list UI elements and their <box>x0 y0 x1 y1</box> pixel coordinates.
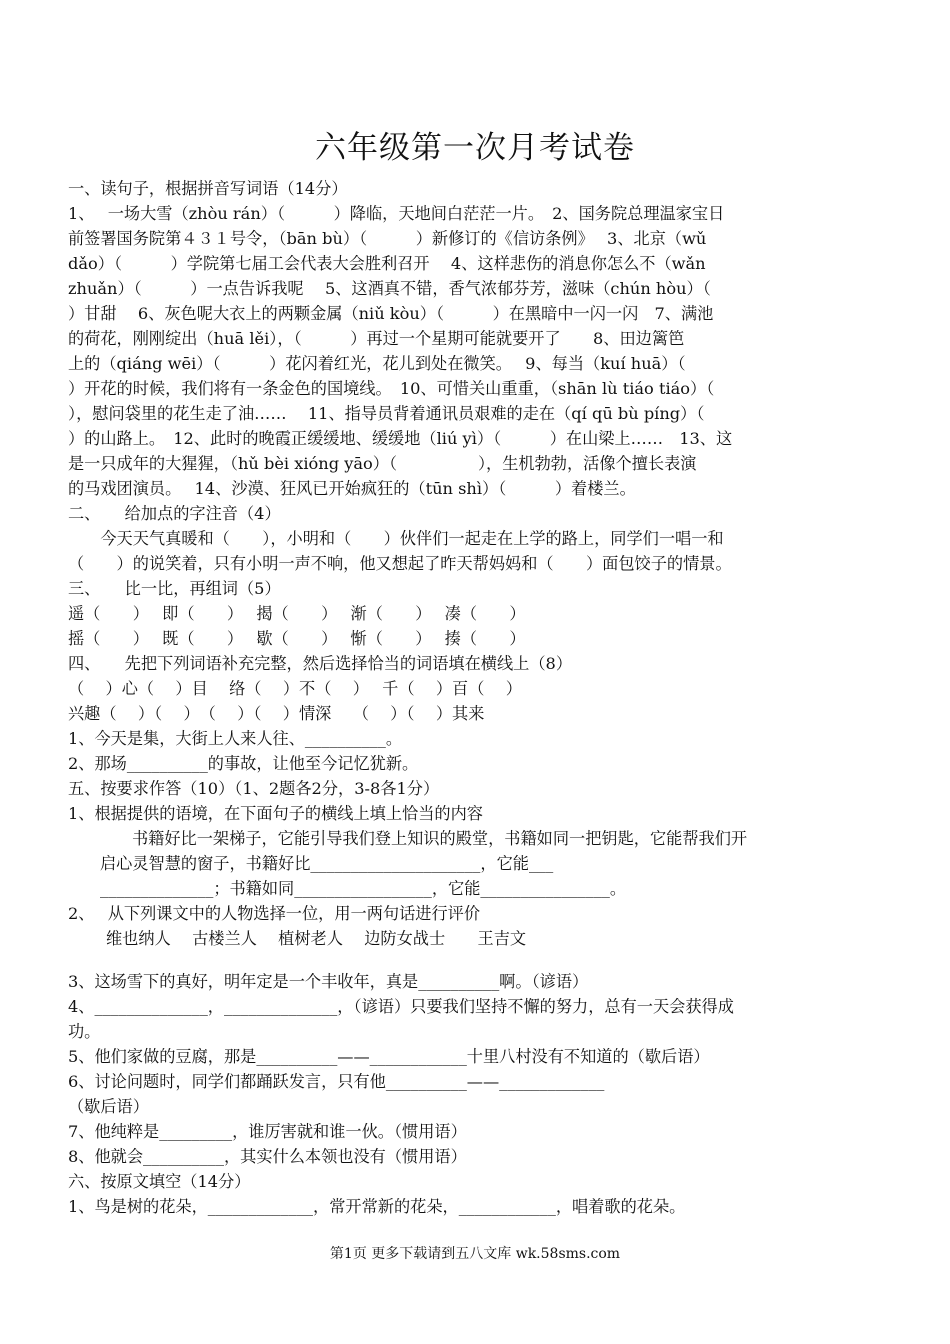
text-line: 3、这场雪下的真好，明年定是一个丰收年，真是__________啊。（谚语） <box>68 972 589 991</box>
text-line: 6、讨论问题时，同学们都踊跃发言，只有他__________——_____________ <box>68 1072 605 1091</box>
text-line: 的马戏团演员。 14、沙漠、狂风已开始疯狂的（tūn shì）（ ）着楼兰。 <box>68 479 636 498</box>
section-heading: 三、 比一比，再组词（5） <box>68 579 281 598</box>
text-line: 1、鸟是树的花朵，_____________，常开常新的花朵，____________，唱着歌的花朵。 <box>68 1197 686 1216</box>
text-line: 书籍好比一架梯子，它能引导我们登上知识的殿堂，书籍如同一把钥匙，它能帮我们开 <box>132 829 748 848</box>
spacer <box>68 951 884 969</box>
section-heading: 二、 给加点的字注音（4） <box>68 504 281 523</box>
text-line: 摇（ ） 既（ ） 歇（ ） 惭（ ） 揍（ ） <box>68 629 526 648</box>
section-heading: 四、 先把下列词语补充完整，然后选择恰当的词语填在横线上（8） <box>68 654 573 673</box>
page-footer: 第1页 更多下载请到五八文库 wk.58sms.com <box>329 1246 621 1262</box>
text-line: （ ）心（ ）目 络（ ）不（ ） 千（ ）百（ ） <box>68 679 522 698</box>
text-line: dǎo）（ ）学院第七届工会代表大会胜利召开 4、这样悲伤的消息你怎么不（wǎn <box>68 254 706 273</box>
text-line: 1、根据提供的语境，在下面句子的横线上填上恰当的内容 <box>68 804 483 823</box>
text-line: 上的（qiáng wēi）（ ）花闪着红光，花儿到处在微笑。 9、每当（kuí huā）（ <box>68 354 686 373</box>
text-line: ），慰问袋里的花生走了油…… 11、指导员背着通讯员艰难的走在（qí qū bù píng）（ <box>68 404 705 423</box>
text-line: 是一只成年的大猩猩，（hǔ bèi xióng yāo）（ ），生机勃勃，活像个擅长表演 <box>68 454 697 473</box>
text-line: 兴趣（ ）（ ） （ ）（ ）情深 （ ）（ ）其来 <box>68 704 485 723</box>
text-line: 4、______________，______________，（谚语）只要我们坚持不懈的努力，总有一天会获得成 <box>68 997 734 1016</box>
text-line: 维也纳人 古楼兰人 植树老人 边防女战士 王吉文 <box>106 929 527 948</box>
text-line: 今天天气真暖和（ ），小明和（ ）伙伴们一起走在上学的路上，同学们一唱一和 <box>68 529 724 548</box>
text-line: ）的山路上。 12、此时的晚霞正缓缓地、缓缓地（liú yì）（ ）在山梁上…… 13、这 <box>68 429 733 448</box>
text-line: 遥（ ） 即（ ） 揭（ ） 渐（ ） 凑（ ） <box>68 604 526 623</box>
text-line: 5、他们家做的豆腐，那是__________——____________十里八村没有不知道的（歇后语） <box>68 1047 710 1066</box>
text-line: ）甘甜 6、灰色呢大衣上的两颗金属（niǔ kòu）（ ）在黑暗中一闪一闪 7、满池 <box>68 304 714 323</box>
text-line: 的荷花，刚刚绽出（huā lěi），（ ）再过一个星期可能就要开了 8、田边篱笆 <box>68 329 685 348</box>
text-line: 2、那场__________的事故，让他至今记忆犹新。 <box>68 754 419 773</box>
section-heading: 六、按原文填空（14分） <box>68 1172 251 1191</box>
text-line: （歇后语） <box>68 1097 149 1116</box>
text-line: 启心灵智慧的窗子，书籍好比_____________________，它能___ <box>100 854 554 873</box>
exam-content <box>68 176 884 1219</box>
text-line: 2、 从下列课文中的人物选择一位，用一两句话进行评价 <box>68 904 481 923</box>
text-line: ）开花的时候，我们将有一条金色的国境线。 10、可惜关山重重，（shān lù tiáo tiáo）（ <box>68 379 715 398</box>
text-line: zhuǎn）（ ）一点告诉我呢 5、这酒真不错，香气浓郁芬芳，滋味（chún hòu）（ <box>68 279 711 298</box>
text-line: 功。 <box>68 1022 101 1041</box>
text-line: ______________；书籍如同_________________，它能________________。 <box>100 879 627 898</box>
section-heading: 一、读句子，根据拼音写词语（14分） <box>68 179 348 198</box>
text-line: 1、 一场大雪（zhòu rán）（ ）降临，天地间白茫茫一片。 2、国务院总理温家宝日 <box>68 204 725 223</box>
text-line: （ ）的说笑着，只有小明一声不响，他又想起了昨天帮妈妈和（ ）面包饺子的情景。 <box>68 554 732 573</box>
section-heading: 五、按要求作答（10）（1、2题各2分，3-8各1分） <box>68 779 440 798</box>
text-line: 8、他就会__________，其实什么本领也没有（惯用语） <box>68 1147 467 1166</box>
text-line: 1、今天是集，大街上人来人往、__________。 <box>68 729 403 748</box>
page-title: 六年级第一次月考试卷 <box>315 130 635 166</box>
text-line: 7、他纯粹是_________，谁厉害就和谁一伙。（惯用语） <box>68 1122 467 1141</box>
text-line: 前签署国务院第４３１号令，（bān bù）（ ）新修订的《信访条例》 3、北京（wǔ <box>68 229 707 248</box>
